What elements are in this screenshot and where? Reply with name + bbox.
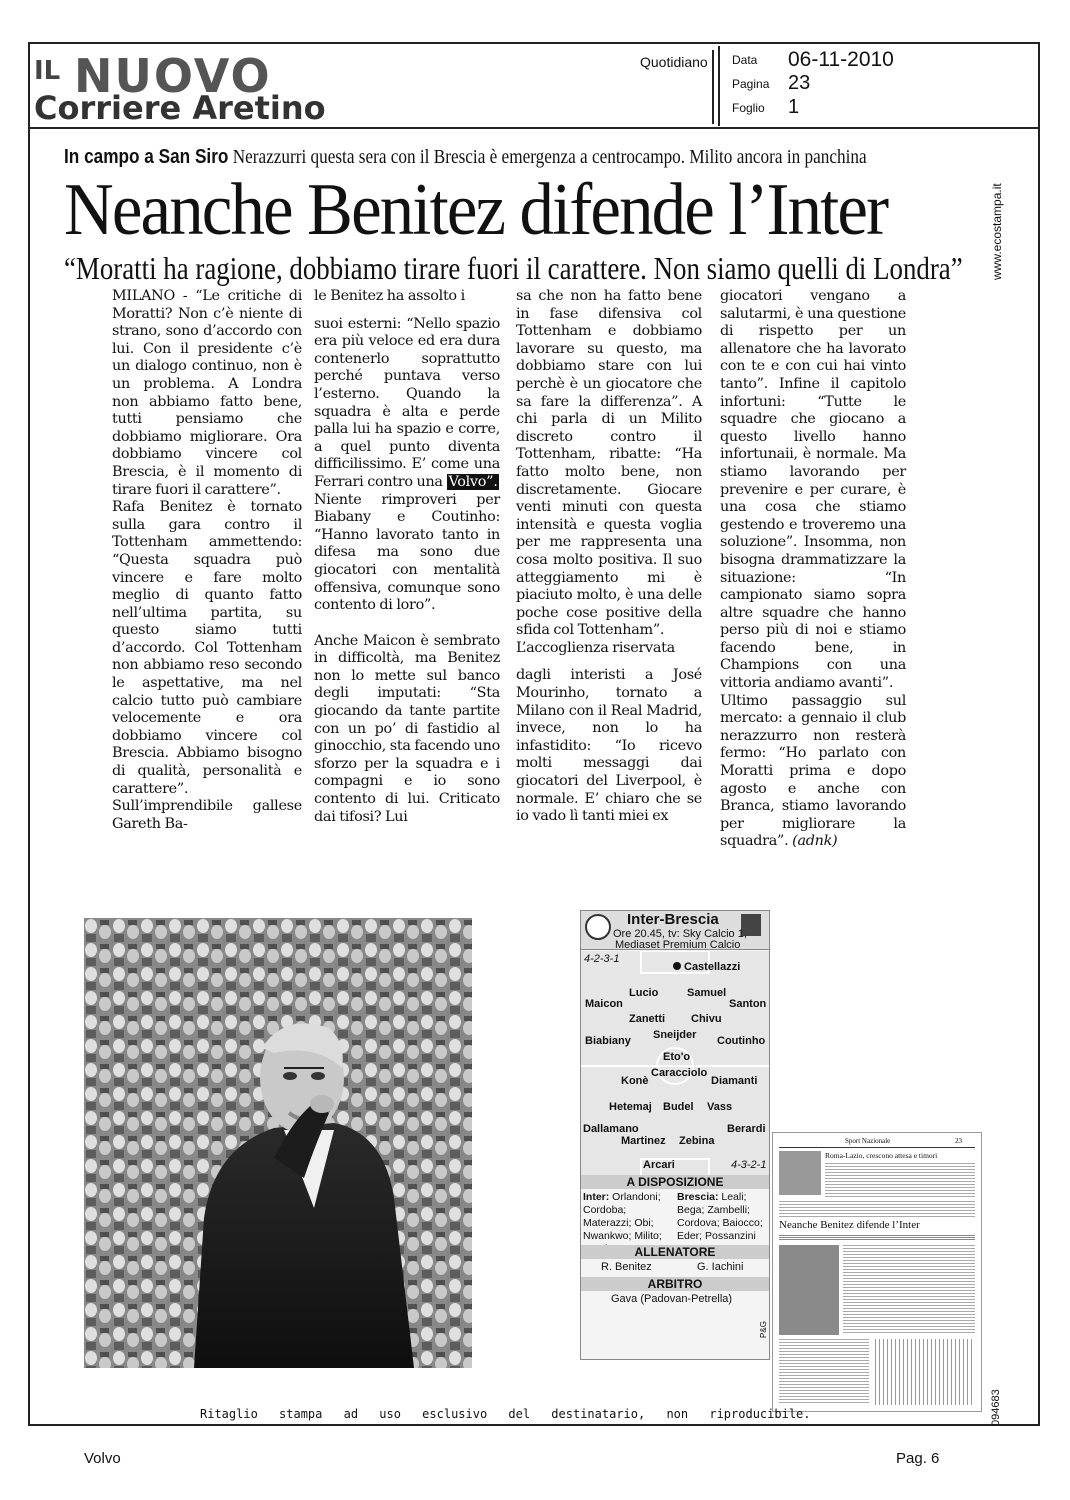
inter-player: Santon	[729, 998, 767, 1010]
brescia-player: Konè	[621, 1075, 649, 1087]
meta-pagina-row	[732, 72, 810, 95]
side-code	[990, 1366, 1014, 1426]
coach-inter: R. Benitez	[601, 1261, 652, 1273]
meta-data-row	[732, 48, 894, 72]
footer-disclaimer: Ritaglio stampa ad uso esclusivo del destinatario, non riproducibile.	[200, 1407, 811, 1421]
col2-paragraph-2: Niente rimproveri per Biabany e Coutinho: “Hanno lavorato tanto in difesa ma sono due giocatori con mentalità offensiva, comunque sono contento di loro”.	[314, 491, 500, 614]
inter-player: Sneijder	[653, 1029, 697, 1041]
inter-player: Maicon	[585, 998, 623, 1010]
brescia-player: Vass	[707, 1101, 733, 1113]
inter-player: Chivu	[691, 1013, 722, 1025]
masthead-subtitle: Corriere Aretino	[34, 89, 326, 127]
thumb-headline: Neanche Benitez difende l’Inter	[779, 1219, 920, 1231]
inter-logo-icon	[585, 914, 611, 940]
article-column-2	[314, 288, 500, 826]
arbitro-title: ARBITRO	[581, 1277, 769, 1291]
side-code-text: 094683	[990, 1389, 1002, 1426]
thumb-page: 23	[955, 1137, 962, 1145]
col3-line: L’accoglienza riservata	[516, 639, 675, 656]
thumb-table	[875, 1339, 975, 1405]
meta-data-label: Data	[732, 53, 758, 67]
photo-illustration	[84, 918, 472, 1368]
thumb-section: Sport Nazionale	[845, 1137, 891, 1145]
brescia-player: Caracciolo	[651, 1067, 708, 1079]
col4-signature: (adnk)	[792, 833, 838, 850]
meta-data-value: 06-11-2010	[788, 48, 894, 71]
disposizione-brescia	[677, 1191, 767, 1243]
article-headline: Neanche Benitez difende l’Inter	[64, 169, 888, 251]
lineup-header	[581, 911, 769, 950]
article-column-4	[720, 288, 906, 851]
lineup-title: Inter-Brescia	[627, 911, 719, 928]
thumb-subhead	[779, 1235, 975, 1241]
masthead-nuovo: NUOVO	[74, 49, 272, 103]
article-column-1	[112, 288, 302, 833]
thumb-top-title: Roma-Lazio, crescono attesa e timori	[825, 1151, 938, 1160]
side-url	[990, 140, 1014, 280]
brescia-player: Martinez	[621, 1135, 666, 1147]
inter-player	[673, 961, 740, 973]
thumb-photo-1	[779, 1151, 821, 1195]
pitch-illustration	[581, 951, 769, 1181]
side-url-text: www.ecostampa.it	[990, 183, 1004, 280]
player-name: Castellazzi	[684, 961, 741, 973]
col1-paragraph-2: Rafa Benitez è tornato sulla gara contro il Tottenham ammettendo: “Questa squadra può vincere e fare molto meglio di quanto fatto nell’ultima partita, su questo siamo tutti d’accordo. Col Tottenham non abbiamo reso secondo le aspettative, ma nel calcio tutto può cambiare velocemente e ora dobbiamo vincere col Brescia. Abbiamo bisogno di qualità, personalità e carattere”. Sull’imprendibile gallese Gareth Ba-	[112, 499, 302, 832]
disp-brescia-label: Brescia:	[677, 1191, 719, 1203]
meta-box	[718, 46, 990, 126]
col2-paragraph-3: Anche Maicon è sembrato in difficoltà, ma Benitez non lo mette sul banco degli imputati: “Sta giocando da tante partite con un po’ di fastidio al ginocchio, sta facendo uno sforzo per la squadra e i compagni e io sono contento di lui. Criticato dai tifosi? Lui	[314, 632, 500, 825]
brescia-player: Budel	[663, 1101, 694, 1113]
col4-paragraph-1: giocatori vengano a salutarmi, è una questione di rispetto per un allenatore che ha lavorato con te e con cui hai vinto tanto”. Infine il capitolo infortuni: “Tutte le squadre che giocano a questo livello hanno infortunaii, è normale. Ma stiamo lavorando per prevenire e per curare, è una cosa che stiamo gestendo e troveremo una soluzione”. Insomma, non bisogna drammatizzare la situazione: “In campionato siamo sopra altre squadre che hanno perso più di noi e stiamo facendo bene, in Champions con una vittoria andiamo avanti”.	[720, 288, 906, 692]
referee: Gava (Padovan-Petrella)	[611, 1293, 733, 1305]
kicker-text: Nerazzurri questa sera con il Brescia è emergenza a centrocampo. Milito ancora in panchina	[232, 146, 867, 168]
brescia-player: Diamanti	[711, 1075, 758, 1087]
meta-foglio-row	[732, 96, 799, 119]
benitez-photo	[84, 918, 472, 1368]
masthead-logo	[34, 49, 334, 127]
lineup-time: Ore 20.45, tv: Sky Calcio 1,	[613, 928, 747, 940]
brescia-player: Arcari	[643, 1159, 675, 1171]
col2-text-1: suoi esterni: “Nello spazio era più veloce ed era dura contenerlo soprattutto perché puntava verso l’esterno. Quando la squadra è alta e perde palla lui ha spazio e corre, a quel punto diventa difficilissimo. E’ come una Ferrari contro una	[314, 315, 500, 490]
coach-brescia: G. Iachini	[697, 1261, 744, 1273]
footer-client: Volvo	[84, 1450, 121, 1467]
meta-pagina-label: Pagina	[732, 76, 770, 91]
brescia-player: Zebina	[679, 1135, 715, 1147]
disp-inter-list: Orlandoni; Cordoba; Materazzi; Obi; Nwankwo; Milito;	[583, 1191, 662, 1242]
thumb-text-block-4	[779, 1339, 869, 1405]
col1-paragraph-1: MILANO - “Le critiche di Moratti? Non c’è niente di strano, sono d’accordo con lui. Con il presidente c’è un dialogo continuo, non è un problema. A Londra non abbiamo fatto bene, tutti pensiamo che dobbiamo migliorare. Ora dobbiamo vincere col Brescia, è il momento di tirare fuori il carattere”.	[112, 288, 302, 498]
meta-foglio-value: 1	[788, 96, 800, 118]
page-thumbnail	[772, 1132, 982, 1412]
col3-paragraph-2: dagli interisti a José Mourinho, tornato a Milano con il Real Madrid, invece, non lo ha infastidito: “Io ricevo molti messaggi dai giocatori del Liverpool, è normale. E’ chiaro che se io vado lì tanti miei ex	[516, 667, 702, 825]
allenatore-title: ALLENATORE	[581, 1245, 769, 1259]
meta-pagina-value: 23	[788, 72, 811, 94]
col2-paragraph-1	[314, 316, 500, 492]
inter-player: Lucio	[629, 987, 659, 999]
player-dot-icon	[673, 962, 681, 970]
thumb-text-block-2	[779, 1201, 975, 1217]
brescia-player: Berardi	[727, 1123, 766, 1135]
header-divider	[28, 127, 1040, 129]
col3-paragraph-1: sa che non ha fatto bene in fase difensiva col Tottenham e dobbiamo lavorare su questo, ma dobbiamo stare con lui perchè è un giocatore che sa fare la differenza”. A chi parla di un Milito discreto contro il Tottenham, ribatte: “Ha fatto molto bene, non discretamente. Giocare venti minuti con questa intensità e questa voglia per me rappresenta una cosa molto positiva. Il suo atteggiamento mi è piaciuto molto, è una delle poche cose positive della sfida col Tottenham”.	[516, 288, 702, 639]
inter-player: Zanetti	[629, 1013, 666, 1025]
inter-player: Coutinho	[717, 1035, 766, 1047]
thumb-text-block-3	[843, 1245, 975, 1335]
footer-page-number: Pag. 6	[896, 1450, 940, 1467]
disp-brescia-list: Leali; Bega; Zambelli; Cordova; Baiocco; Eder; Possanzini	[677, 1191, 763, 1242]
brescia-player: Hetemaj	[609, 1101, 652, 1113]
volvo-highlight: Volvo”.	[448, 473, 498, 490]
lineup-tv: Mediaset Premium Calcio	[615, 939, 741, 951]
article-subhead: “Moratti ha ragione, dobbiamo tirare fuori il carattere. Non siamo quelli di Londra”	[64, 250, 963, 286]
lineup-credit: P&G	[758, 1321, 768, 1338]
article-kicker	[64, 146, 867, 169]
thumb-photo-2	[779, 1245, 839, 1335]
publication-type: Quotidiano	[640, 50, 714, 124]
kicker-bold: In campo a San Siro	[64, 146, 229, 168]
masthead-il: IL	[34, 56, 61, 86]
col4-text: Ultimo passaggio sul mercato: a gennaio il club nerazzurro non resterà fermo: “Ho parlato con Moratti prima e dopo agosto e anche con Branca, stiamo lavorando per migliorare la squadra”.	[720, 692, 906, 850]
col4-paragraph-2	[720, 693, 906, 851]
thumb-text-block-1	[825, 1163, 975, 1197]
article-column-3	[516, 288, 702, 826]
lineup-box	[580, 910, 770, 1360]
inter-player: Biabiany	[585, 1035, 631, 1047]
brescia-player: Dallamano	[583, 1123, 639, 1135]
meta-foglio-label: Foglio	[732, 100, 765, 115]
thumb-header	[779, 1137, 975, 1148]
inter-player: Samuel	[687, 987, 727, 999]
inter-player: Eto'o	[663, 1051, 691, 1063]
disp-inter-label: Inter:	[583, 1191, 610, 1203]
disposizione-title: A DISPOSIZIONE	[581, 1175, 769, 1189]
formation-top: 4-2-3-1	[584, 953, 620, 965]
formation-bottom: 4-3-2-1	[731, 1159, 767, 1171]
col2-line-1: le Benitez ha assolto i	[314, 288, 465, 304]
